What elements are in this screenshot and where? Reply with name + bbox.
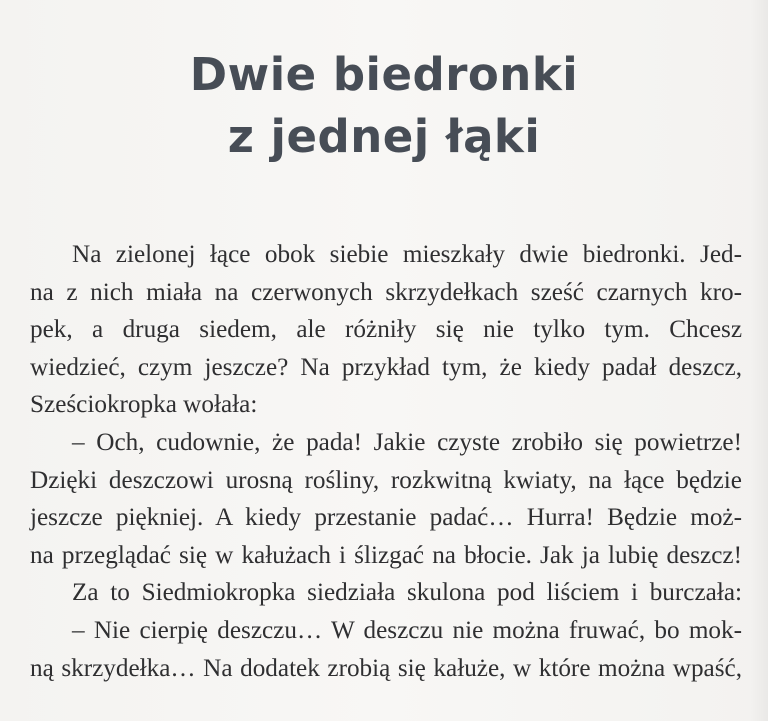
text-line: Sześciokropka wołała: xyxy=(30,391,258,419)
text-line: ną skrzydełka… Na dodatek zrobią się kałuże, w które można wpaść, xyxy=(30,654,742,682)
page-title xyxy=(0,44,768,168)
title-line-2: z jednej łąki xyxy=(227,110,541,164)
page-edge-shadow xyxy=(750,0,768,721)
text-line: Dzięki deszczowi urosną rośliny, rozkwitną kwiaty, na łące będzie xyxy=(30,466,742,494)
text-line: na przeglądać się w kałużach i ślizgać na błocie. Jak ja lubię deszcz! xyxy=(30,541,742,569)
text-line: pek, a druga siedem, ale różniły się nie tylko tym. Chcesz xyxy=(30,316,742,344)
text-line: – Nie cierpię deszczu… W deszczu nie można fruwać, bo mok- xyxy=(72,616,742,644)
text-line: wiedzieć, czym jeszcze? Na przykład tym, że kiedy padał deszcz, xyxy=(30,353,742,381)
text-line: – Och, cudownie, że pada! Jakie czyste zrobiło się powietrze! xyxy=(72,428,742,456)
title-line-1: Dwie biedronki xyxy=(189,48,579,102)
story-text xyxy=(30,236,742,687)
text-line: Na zielonej łące obok siebie mieszkały dwie biedronki. Jed- xyxy=(72,241,742,268)
text-line: jeszcze piękniej. A kiedy przestanie padać… Hurra! Będzie moż- xyxy=(30,504,742,532)
text-line: na z nich miała na czerwonych skrzydełkach sześć czarnych kro- xyxy=(30,278,742,306)
text-line: Za to Siedmiokropka siedziała skulona pod liściem i burczała: xyxy=(72,579,742,607)
